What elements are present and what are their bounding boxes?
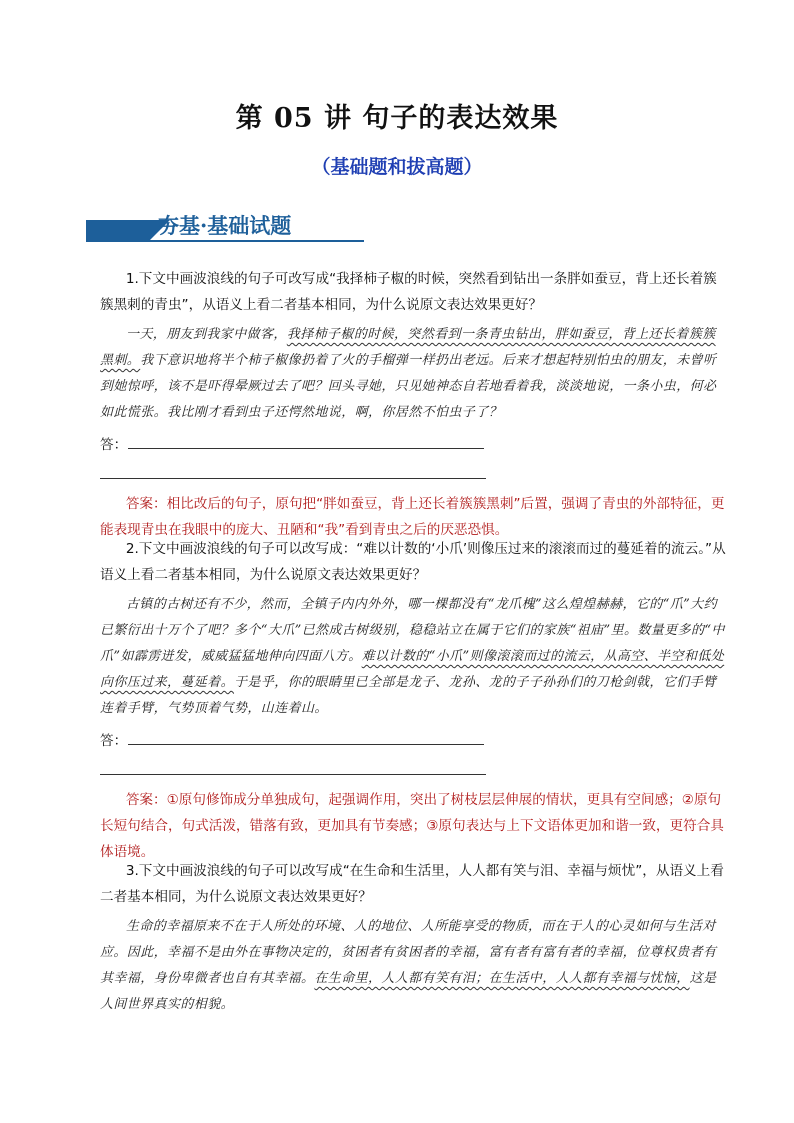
answer-rule[interactable] (128, 728, 484, 745)
banner-bar (86, 220, 150, 240)
answer-line (100, 728, 728, 754)
question-2-answer (100, 787, 728, 865)
question-3-passage (100, 914, 728, 1018)
page-title: 第 05 讲 句子的表达效果 (235, 103, 559, 134)
question-3-prompt: 3.下文中画波浪线的句子可以改写成“在生命和生活里，人人都有笑与泪、幸福与烦忧”，从语义上看二者基本相同，为什么说原文表达效果更好？ (100, 863, 724, 905)
wavy-sentence: 在生命里，人人都有笑有泪；在生活中，人人都有幸福与忧恼， (314, 971, 690, 986)
wavy-sentence: 难以计数的“小爪”则像滚滚而过的流云，从高空、半空和低处向你压过来，蔓延着。 (100, 649, 725, 690)
answer-text: 相比改后的句子，原句把“胖如蚕豆，背上还长着簇簇黑刺”后置，强调了青虫的外部特征，更能表现青虫在我眼中的庞大、丑陋和“我”看到青虫之后的厌恶恐惧。 (100, 496, 725, 538)
question-2-passage (100, 592, 728, 722)
question-3 (100, 858, 728, 1018)
answer-rule[interactable] (128, 432, 484, 449)
question-1-prompt: 1.下文中画波浪线的句子可改写成“我择柿子椒的时候，突然看到钻出一条胖如蚕豆，背上还长着簇簇黑刺的青虫”，从语义上看二者基本相同，为什么说原文表达效果更好？ (100, 271, 717, 313)
question-1 (100, 266, 728, 543)
passage-text: 我下意识地将半个柿子椒像扔着了火的手榴弹一样扔出老远。后来才想起特别怕虫的朋友，未曾听到她惊呼，该不是吓得晕厥过去了吧？回头寻她，只见她神态自若地看着我，淡淡地说，一条小虫，何必如此慌张。我比刚才看到虫子还愕然地说，啊，你居然不怕虫子了？ (100, 353, 717, 420)
answer-text: ①原句修饰成分单独成句，起强调作用，突出了树枝层层伸展的情状，更具有空间感；②原句长短句结合，句式活泼，错落有致，更加具有节奏感；③原句表达与上下文语体更加和谐一致，更符合具体语境。 (100, 792, 724, 860)
answer-prefix: 答案： (125, 496, 167, 512)
passage-text: 生命的幸福原来不在于人所处的环境、人的地位、人所能享受的物质，而在于人的心灵如何与生活对应。因此，幸福不是由外在事物决定的，贫困者有贫困者的幸福，富有者有富有者的幸福，位尊权贵者有其幸福，身份卑微者也自有其幸福。 (100, 919, 717, 986)
answer-prefix: 答案： (125, 792, 167, 808)
passage-text: 一天，朋友到我家中做客， (126, 327, 287, 342)
page-subtitle: （基础题和拔高题） (311, 156, 483, 178)
section-banner (86, 206, 364, 246)
answer-label: 答： (100, 733, 128, 749)
question-1-passage (100, 322, 728, 426)
answer-line (100, 432, 728, 458)
answer-rule-2[interactable] (100, 458, 486, 479)
answer-rule-2[interactable] (100, 754, 486, 775)
question-2 (100, 536, 728, 865)
passage-text: 这是人间世界真实的相貌。 (100, 971, 717, 1012)
question-2-prompt: 2.下文中画波浪线的句子可以改写成：“难以计数的‘小爪’则像压过来的滚滚而过的蔓延着的流云。”从语义上看二者基本相同，为什么说原文表达效果更好？ (100, 541, 726, 583)
banner-underline (86, 240, 364, 242)
wavy-sentence: 我择柿子椒的时候，突然看到一条青虫钻出，胖如蚕豆，背上还长着簇簇黑刺。 (100, 327, 716, 368)
section-title: 夯基·基础试题 (158, 213, 292, 238)
passage-text: 于是乎，你的眼睛里已全部是龙子、龙孙、龙的子子孙孙们的刀枪剑戟，它们手臂连着手臂，气势顶着气势，山连着山。 (100, 675, 717, 716)
answer-label: 答： (100, 437, 128, 453)
passage-text: 古镇的古树还有不少，然而，全镇子内内外外，哪一棵都没有“龙爪槐”这么煌煌赫赫，它的“爪”大约已繁衍出十万个了吧？多个“大爪”已然成古树级别，稳稳站立在属于它们的家族“祖庙”里。数量更多的“中爪”如霹雳迸发，威威猛猛地伸向四面八方。 (100, 597, 725, 664)
